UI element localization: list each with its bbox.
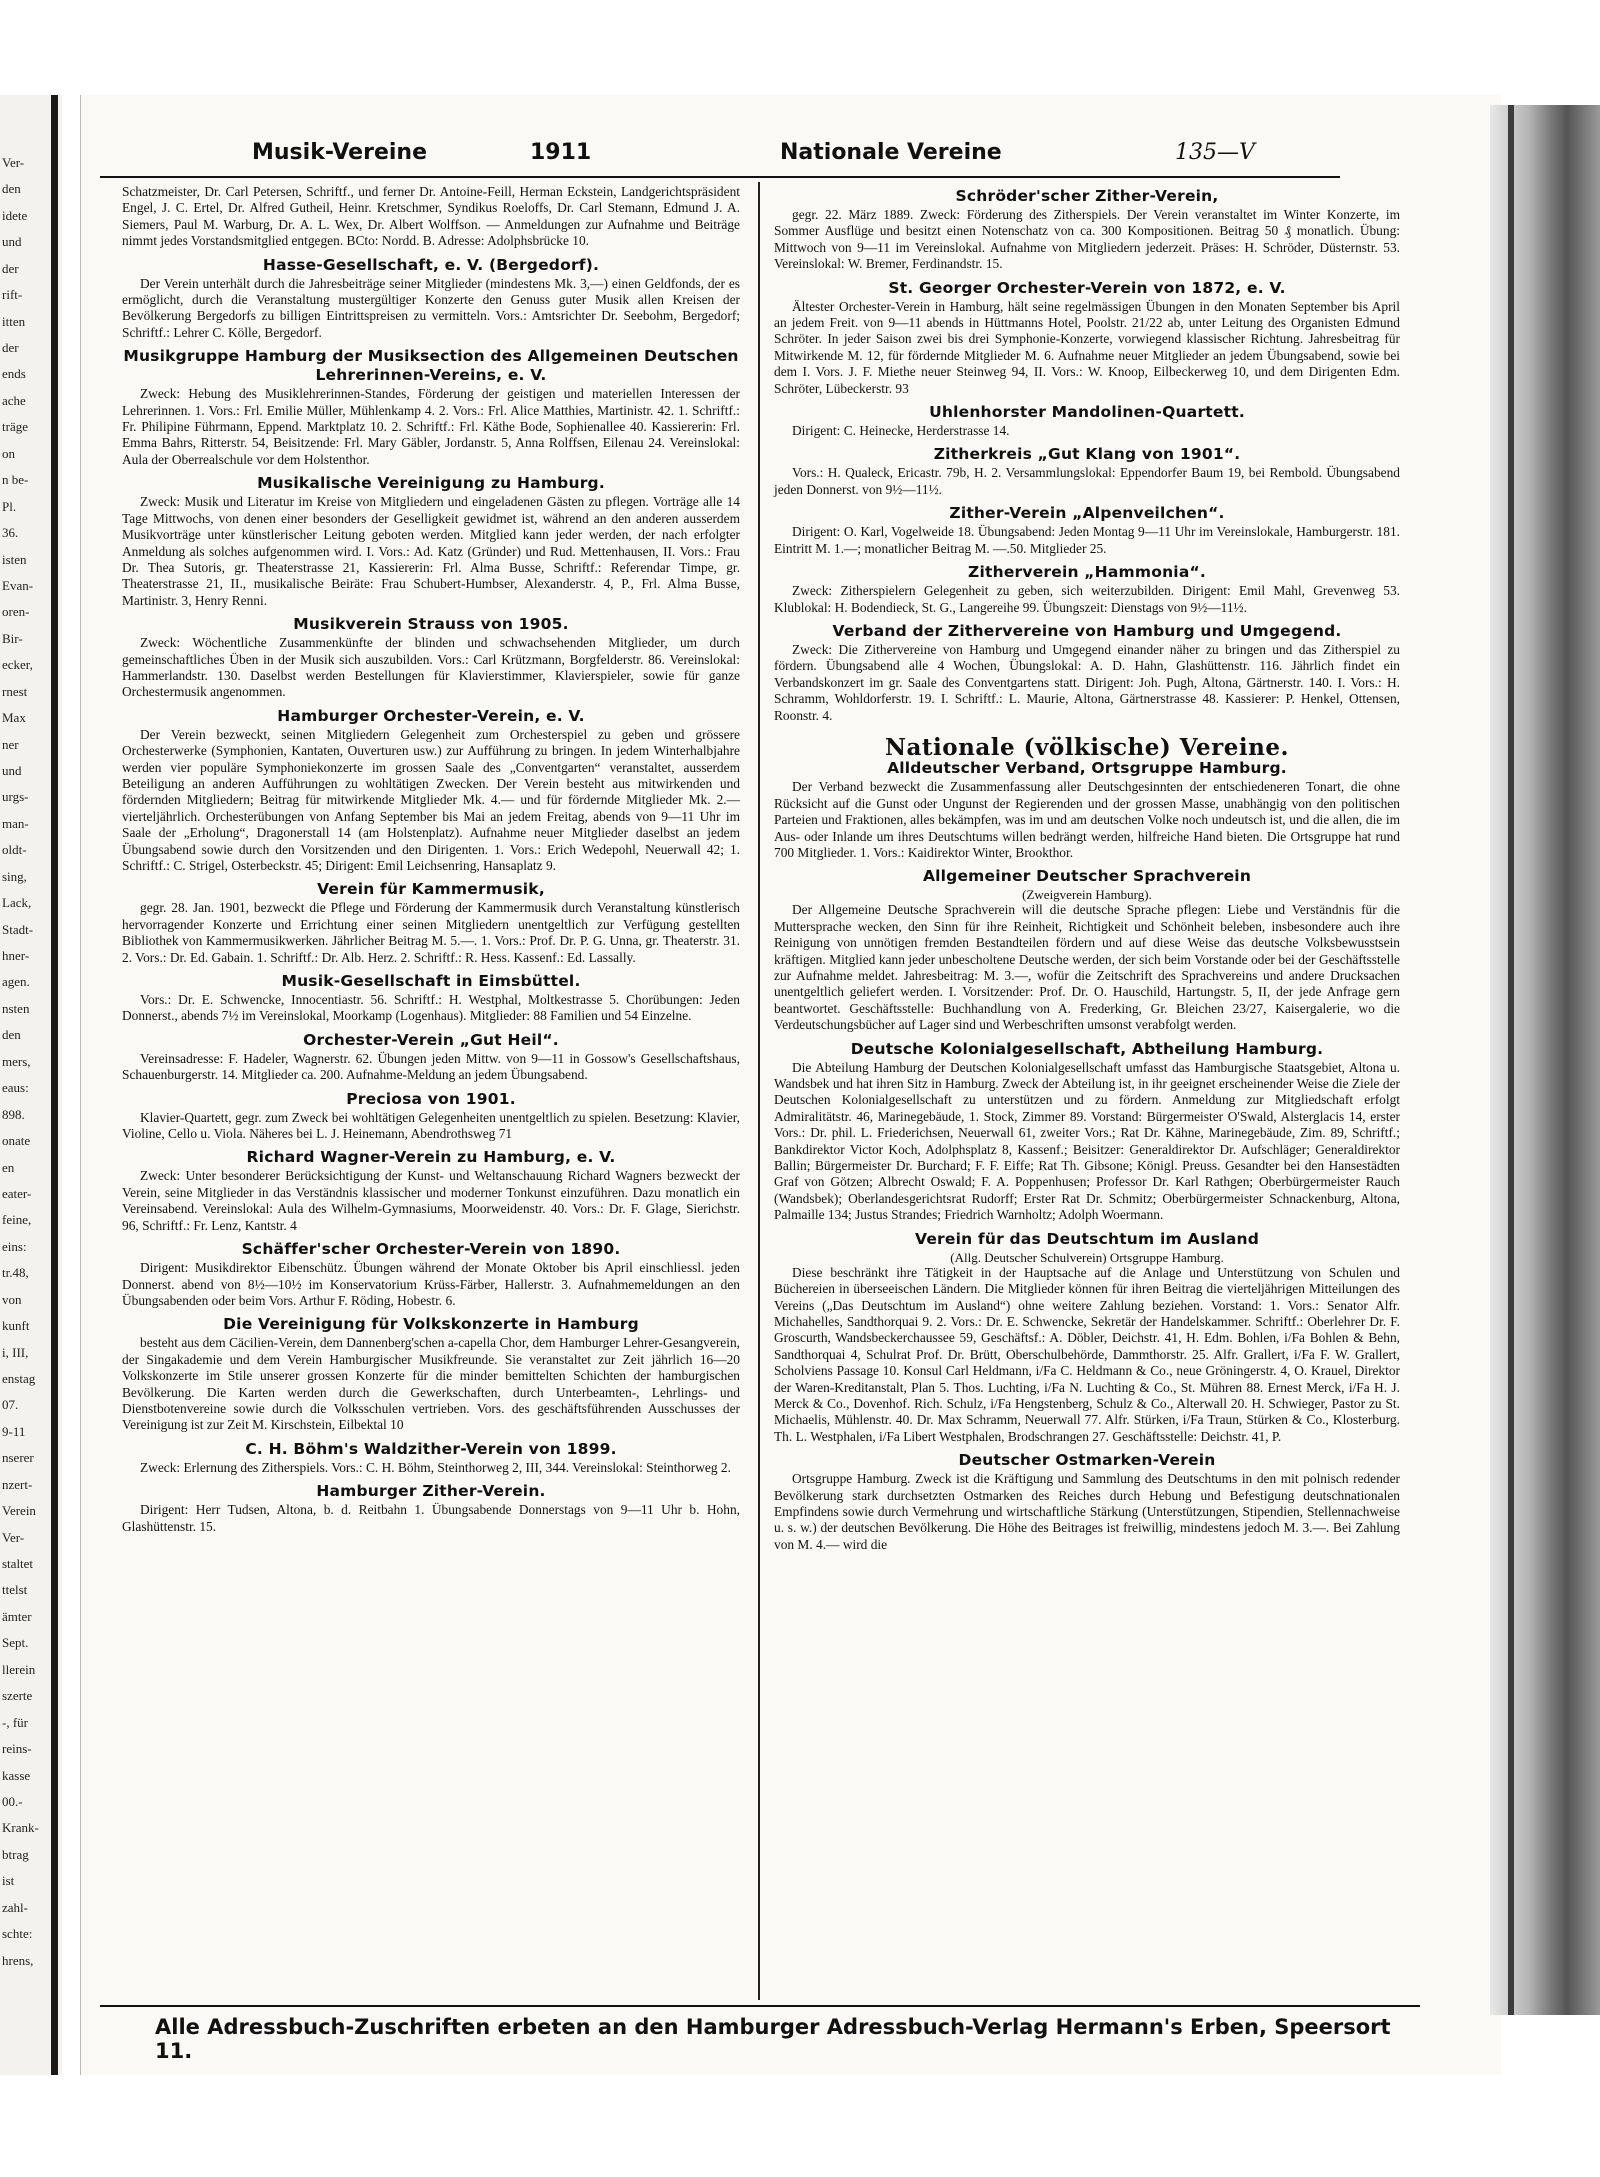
association-description: gegr. 28. Jan. 1901, bezweckt die Pflege und Förderung der Kammermusik durch Veranstaltung künstlerisch hervorragender Konzerte und Errichtung einer seinen Mitgliedern unentgeltlich zur Verfügung gestellten Bibliothek von Kammermusikwerken. Jährlicher Beitrag M. 5.—. 1. Vors.: Prof. Dr. P. G. Unna, gr. Theaterstr. 31. 2. Vors.: Dr. Ed. Gabain. 1. Schriftf.: Dr. Alb. Herz. 2. Schriftf.: R. Hess. Kassenf.: Ed. Lassally. xyxy=(122,900,740,965)
header-section-right: Nationale Vereine xyxy=(780,140,1002,165)
association-description: Vereinsadresse: F. Hadeler, Wagnerstr. 62. Übungen jeden Mittw. von 9—11 in Gossow's Gesellschaftshaus, Schauenburgerstr. 14. Mitglieder ca. 200. Aufnahme-Meldung an jedem Übungsabend. xyxy=(122,1050,740,1083)
association-description: Diese beschränkt ihre Tätigkeit in der Hauptsache auf die Anlage und Unterstützung von Schulen und Büchereien in überseeischen Ländern. Die Mitglieder können für ihren Beitrag die vierteljährigen Mitteilungen des Vereins („Das Deutschtum im Ausland“) ohne weitere Zahlung beziehen. Vorstand: 1. Vors.: Senator Alfr. Michahelles, Sandthorquai 9. 2. Vors.: Dr. E. Schwencke, Sekretär der Handelskammer. Schriftf.: Oberlehrer Dr. F. Groscurth, Wandsbeckerchaussee 59, Geschäftsf.: A. Döbler, Deichstr. 41, H. Edm. Bohlen, i/Fa Bohlen & Behn, Sandthorquai 4, Schulrat Prof. Dr. Brütt, Oberschulbehörde, Dammthorstr. 25. Alfr. Grallert, i/Fa F. W. Grallert, Scholviens Passage 10. Konsul Carl Heldmann, i/Fa C. Heldmann & Co., neue Gröningerstr. 4, O. Krauel, Direktor der Waren-Kreditanstalt, Plan 5. Thos. Luchting, i/Fa N. Luchting & Co., St. Mühren 88. Ernest Merck, i/Fa H. J. Merck & Co., Dovenhof. Rich. Schulz, i/Fa Hengstenberg, Schulz & Co., Alterwall 20. H. Schwieger, Pastor zu St. Michaelis, Mühlenstr. 40. Dr. Max Schramm, Neuerwall 77. Alfr. Stürken, i/Fa Traun, Stürken & Co., Klosterburg. Th. L. Westphalen, i/Fa Libert Westphalen, Brodschrangen 27. Geschäftsstelle: Deichstr. 41, P. xyxy=(774,1264,1400,1444)
association-entry xyxy=(122,1148,740,1234)
association-title: Deutsche Kolonialgesellschaft, Abtheilung Hamburg. xyxy=(850,1039,1324,1058)
association-entry xyxy=(774,445,1400,498)
association-entry xyxy=(122,184,740,250)
association-title: St. Georger Orchester-Verein von 1872, e. V. xyxy=(888,278,1286,297)
facing-page-text-fragment: zahl- xyxy=(2,1900,28,1915)
facing-page-text-fragment: kasse xyxy=(2,1768,31,1783)
facing-page-text-fragment: Pl. xyxy=(2,499,17,514)
facing-page-text-fragment: idete xyxy=(2,208,28,223)
association-description: Zweck: Die Zithervereine von Hamburg und Umgegend einander näher zu bringen und das Zitherspiel zu fördern. Übungsabend alle 4 Wochen, Übungslokal: A. D. Hahn, Glashüttenstr. 116. Jährlich findet ein Verbandskonzert im gr. Saale des Conventgartens statt. Dirigent: Joh. Pugh, Altona, Gärtnerstr. 140. I. Vors.: H. Schramm, Wohldorferstr. 19. I. Schriftf.: L. Maurie, Altona, Gärtnerstrasse 48. Kassierer: P. Henkel, Ottensen, Roonstr. 4. xyxy=(774,641,1400,723)
association-description: Ortsgruppe Hamburg. Zweck ist die Kräftigung und Sammlung des Deutschtums in den mit polnisch redender Bevölkerung stark durchsetzten Ostmarken des Reiches durch Hebung und Befestigung deutschnationalen Empfindens sowie durch Vermehrung und wirtschaftliche Stärkung (Unterstützungen, Stipendien, Stellennachweise u. s. w.) der deutschen Bevölkerung. Die Höhe des Beitrages ist freiwillig, mindestens jedoch M. 3.—. Bei Zahlung von M. 4.— wird die xyxy=(774,1471,1400,1552)
facing-page-text-fragment: 36. xyxy=(2,525,19,540)
section-heading: Nationale (völkische) Vereine. xyxy=(884,733,1290,761)
facing-page-text-fragment: hrens, xyxy=(2,1953,34,1968)
association-title: Verband der Zithervereine von Hamburg und Umgegend. xyxy=(832,621,1342,640)
facing-page-text-fragment: itten xyxy=(2,314,26,329)
facing-page-text-fragment: der xyxy=(2,340,19,355)
facing-page-text-fragment: 00.- xyxy=(2,1794,23,1809)
association-title: Preciosa von 1901. xyxy=(346,1089,516,1108)
facing-page-text-fragment: llerein xyxy=(2,1662,36,1677)
facing-page-text-fragment: Stadt- xyxy=(2,922,34,937)
association-description: Dirigent: Musikdirektor Eibenschütz. Übungen während der Monate Oktober bis April einschliessl. jeden Donnerst. abend von 8½—10½ im Konservatorium Krüss-Färber, Hallerstr. 3. Aufnahmemeldungen an den Übungsabenden oder beim Vors. Arthur F. Röding, Hobestr. 6. xyxy=(122,1260,740,1308)
association-entry xyxy=(774,403,1400,439)
facing-page-text-fragment: kunft xyxy=(2,1318,30,1333)
facing-page-text-fragment: reins- xyxy=(2,1741,32,1756)
facing-page-text-fragment: ecker, xyxy=(2,657,33,672)
association-title: Richard Wagner-Verein zu Hamburg, e. V. xyxy=(246,1148,616,1167)
facing-page-text-fragment: hner- xyxy=(2,948,30,963)
facing-page-text-fragment: -, für xyxy=(2,1715,28,1730)
association-entry xyxy=(122,256,740,342)
facing-page-text-fragment: nzert- xyxy=(2,1477,33,1492)
facing-page-text-fragment: on xyxy=(2,446,15,461)
association-description: Schatzmeister, Dr. Carl Petersen, Schriftf., und ferner Dr. Antoine-Feill, Herman Eckstein, Landgerichtspräsident Engel, J. C. Ertel, Dr. Alfred Gutheil, Heinr. Kretschmer, Syndikus Roeloffs, Dr. Carl Stemann, Edmund J. A. Siemers, Paul M. Warburg, Dr. A. L. Wex, Dr. Albert Wolffson. — Anmeldungen zur Aufnahme und Beiträge nimmt jedes Vorstandsmitglied entgegen. BCto: Nordd. B. Adresse: Adolphsbrücke 10. xyxy=(122,184,740,249)
association-subtitle: (Zweigverein Hamburg). xyxy=(1022,887,1152,903)
facing-page-text-fragment: der xyxy=(2,261,19,276)
facing-page-text-fragment: en xyxy=(2,1160,15,1175)
facing-page-text-fragment: eaus: xyxy=(2,1080,29,1095)
association-description: Vors.: Dr. E. Schwencke, Innocentiastr. 56. Schriftf.: H. Westphal, Moltkestrasse 5. Chorübungen: Jeden Donnerst., abends 7½ im Vereinslokal, Moorkamp (Logenhaus). Mitglieder: 88 Familien und 54 Einzelne. xyxy=(122,992,740,1024)
facing-page-text-fragment: den xyxy=(2,181,21,196)
facing-page-text-fragment: träge xyxy=(2,419,28,434)
facing-page-text-fragment: mers, xyxy=(2,1054,31,1069)
facing-page-text-fragment: schte: xyxy=(2,1926,33,1941)
facing-page-text-fragment: Verein xyxy=(2,1503,36,1518)
association-title: Verein für das Deutschtum im Ausland xyxy=(914,1229,1260,1248)
association-title: Hamburger Zither-Verein. xyxy=(316,1482,546,1501)
facing-page-text-fragment: den xyxy=(2,1027,21,1042)
association-title: Musikgruppe Hamburg der Musiksection des Allgemeinen Deutschen Lehrerinnen-Vereins, e. V. xyxy=(123,347,739,385)
association-entry xyxy=(122,880,740,966)
association-description: Dirigent: O. Karl, Vogelweide 18. Übungsabend: Jeden Montag 9—11 Uhr im Vereinslokale, Hamburgerstr. 181. Eintritt M. 1.—; monatlicher Beitrag M. —.50. Mitglieder 25. xyxy=(774,524,1400,556)
association-title: Allgemeiner Deutscher Sprachverein xyxy=(922,867,1252,886)
association-description: Dirigent: C. Heinecke, Herderstrasse 14. xyxy=(792,423,1010,439)
facing-page-text-fragment: btrag xyxy=(2,1847,29,1862)
association-title: Hamburger Orchester-Verein, e. V. xyxy=(277,706,585,725)
association-description: Ältester Orchester-Verein in Hamburg, hält seine regelmässigen Übungen in den Monaten September bis April an jedem Freit. von 9—11 abends in Hüttmanns Hotel, Poolstr. 21/22 ab, unter Leitung des Organisten Edmund Schröter. In jeder Saison zwei bis drei Symphonie-Konzerte, vorwiegend klassischer Richtung. Jahresbeitrag für Mitwirkende M. 12, für fördernde Mitglieder M. 6. Aufnahme neuer Mitglieder an jedem Übungsabend, sowie bei dem I. Vors. J. F. Miethe neuer Steinweg 94, II. Vors.: W. Knoop, Eilbeckerweg 10, und dem Dirigenten Edm. Schröter, Lübeckerstr. 93 xyxy=(774,298,1400,396)
facing-page-text-fragment: feine, xyxy=(2,1212,32,1227)
facing-page-text-fragment: von xyxy=(2,1292,22,1307)
association-entry xyxy=(122,972,740,1025)
facing-page-text-fragment: ämter xyxy=(2,1609,32,1624)
facing-page-text-fragment: ner xyxy=(2,737,19,752)
association-entry xyxy=(122,474,740,609)
association-entry xyxy=(122,347,740,468)
association-entry xyxy=(774,759,1400,861)
facing-page-text-fragment: und xyxy=(2,763,22,778)
association-description: Vors.: H. Qualeck, Ericastr. 79b, H. 2. Versammlungslokal: Eppendorfer Baum 19, bei Rembold. Übungsabend jeden Donnerst. von 9½—11½. xyxy=(774,465,1400,497)
facing-page-text-fragment: 898. xyxy=(2,1107,25,1122)
association-title: Uhlenhorster Mandolinen-Quartett. xyxy=(929,403,1245,422)
association-entry xyxy=(774,563,1400,616)
facing-page-text-fragment: 07. xyxy=(2,1397,19,1412)
facing-page-text-fragment: eins: xyxy=(2,1239,27,1254)
association-entry xyxy=(774,1230,1400,1445)
page-number: 135—V xyxy=(1175,140,1255,165)
facing-page-text-fragment: n be- xyxy=(2,472,29,487)
running-header xyxy=(100,140,1340,174)
association-entry xyxy=(774,1451,1400,1553)
footer-notice: Alle Adressbuch-Zuschriften erbeten an den Hamburger Adressbuch-Verlag Hermann's Erben, Speersort 11. xyxy=(155,2015,1391,2063)
facing-page-text-fragment: und xyxy=(2,234,22,249)
association-description: Der Verein bezweckt, seinen Mitgliedern Gelegenheit zum Orchesterspiel zu geben und grössere Orchesterwerke (Symphonien, Kantaten, Ouverturen usw.) zur Aufführung zu bringen. In jedem Winterhalbjahre werden vier populäre Symphoniekonzerte im grossen Saale des „Conventgarten“ veranstaltet, ausserdem Beteiligung an anderen Aufführungen zu wohltätigen Zwecken. Der Verein besteht aus mitwirkenden und fördernden Mitgliedern; Beitrag für mitwirkende Mitglieder Mk. 4.— und für fördernde Mitglieder Mk. 2.— vierteljährlich. Orchesterübungen von Anfang September bis Mai an jedem Freitag, abends von 9—11 Uhr im Saale der „Erholung“, Dragonerstall 14 (am Holstenplatz). Aufnahme neuer Mitglieder daselbst an jedem Übungsabend sowie durch den Vorsitzenden und den Dirigenten. 1. Vors.: Erich Wedepohl, Neuerwall 42; 1. Schriftf.: C. Strigel, Osterbeckstr. 45; Dirigent: Emil Leichsenring, Hansaplatz 9. xyxy=(122,726,740,873)
association-entry xyxy=(774,867,1400,1033)
facing-page-text-fragment: nserer xyxy=(2,1450,34,1465)
header-rule xyxy=(100,176,1340,178)
association-description: Klavier-Quartett, gegr. zum Zweck bei wohltätigen Gelegenheiten unentgeltlich zu spielen. Besetzung: Klavier, Violine, Cello u. Viola. Näheres bei L. J. Heinemann, Abendrothsweg 71 xyxy=(122,1109,740,1142)
association-description: Der Verband bezweckt die Zusammenfassung aller Deutschgesinnten der entschiedeneren Tonart, die ohne Rücksicht auf die Gunst oder Ungunst der Regierenden und der grossen Masse, unabhängig von den politischen Parteien und Fraktionen, alles bekämpfen, was im und am deutschen Volke noch undeutsch ist, und die allen, die im Aus- oder Inlande um ihres Deutschtums willen bedrängt werden, hilfreiche Hand bieten. Die Ortsgruppe hat rund 700 Mitglieder. 1. Vors.: Kaidirektor Winter, Brookthor. xyxy=(774,779,1400,860)
facing-page-text-fragment: oren- xyxy=(2,604,30,619)
facing-page-text-fragment: Sept. xyxy=(2,1635,29,1650)
association-title: Verein für Kammermusik, xyxy=(317,880,545,899)
facing-page-text-fragment: Krank- xyxy=(2,1820,39,1835)
facing-page-text-fragment: man- xyxy=(2,816,29,831)
association-entry xyxy=(122,1240,740,1309)
association-entry xyxy=(122,1090,740,1143)
association-description: Zweck: Unter besonderer Berücksichtigung der Kunst- und Weltanschauung Richard Wagners bezweckt der Verein, seine Mitglieder in das Verständnis klassischer und moderner Tonkunst einzuführen. Dazu monatlich ein Vereinsabend. Vereinslokal: Aula des Wilhelm-Gymnasiums, Moorweidenstr. 40. Vors.: Dr. F. Glage, Sierichstr. 96, Schriftf.: Fr. Lenz, Kantstr. 4 xyxy=(122,1168,740,1233)
association-subtitle: (Allg. Deutscher Schulverein) Ortsgruppe Hamburg. xyxy=(950,1249,1224,1265)
association-entry xyxy=(122,1031,740,1084)
association-description: gegr. 22. März 1889. Zweck: Förderung des Zitherspiels. Der Verein veranstaltet im Winter Konzerte, im Sommer Ausflüge und besitzt einen Notenschatz von ca. 300 Kompositionen. Beitrag 50 ₰ monatlich. Übung: Mittwoch von 9—11 im Vereinslokal. Aufnahme von Mitgliedern jederzeit. Präses: H. Schröder, Düsternstr. 53. Vereinslokal: W. Bremer, Ferdinandstr. 15. xyxy=(774,207,1400,272)
facing-page-text-fragment: Bir- xyxy=(2,631,23,646)
association-entry xyxy=(122,707,740,875)
association-description: Zweck: Wöchentliche Zusammenkünfte der blinden und schwachsehenden Mitglieder, um durch gemeinschaftliches Üben in der Musik sich auszubilden. Vors.: Carl Krützmann, Borgfelderstr. 86. Vereinslokal: Hammerlandstr. 130. Daselbst werden Bestellungen für Klavierstimmer, Klavierspieler, sowie für ganze Orchestermusik angenommen. xyxy=(122,635,740,700)
facing-page-text-fragment: ttelst xyxy=(2,1582,28,1597)
facing-page-text-fragment: Lack, xyxy=(2,895,32,910)
facing-page-text-fragment: onate xyxy=(2,1133,31,1148)
association-title: Hasse-Gesellschaft, e. V. (Bergedorf). xyxy=(262,255,600,274)
facing-page-text-fragment: i, III, xyxy=(2,1345,29,1360)
association-title: Zitherverein „Hammonia“. xyxy=(968,563,1206,582)
column-divider xyxy=(758,182,760,2000)
facing-page-text-fragment: sing, xyxy=(2,869,27,884)
association-title: Die Vereinigung für Volkskonzerte in Hamburg xyxy=(223,1315,639,1334)
facing-page-text-fragment: urgs- xyxy=(2,789,29,804)
facing-page-text-fragment: isten xyxy=(2,552,27,567)
facing-page-fragment xyxy=(0,95,62,2075)
association-description: besteht aus dem Cäcilien-Verein, dem Dannenberg'schen a-capella Chor, dem Hamburger Lehrer-Gesangverein, der Singakademie und dem Verein Hamburgischer Musikfreunde. Sie veranstaltet zur Zeit jährlich 16—20 Volkskonzerte im Stile unserer grossen Konzerte für die minder bemittelten Schichten der hamburgischen Bevölkerung. Die Karten werden durch die Gewerkschaften, durch Unterbeamten-, Lehrlings- und Dienstbotenvereine sowie durch die Volksschulen vertrieben. Vors. des geschäftsführenden Ausschusses der Vereinigung ist zur Zeit M. Kirschstein, Eilbektal 10 xyxy=(122,1335,740,1433)
facing-page-text-fragment: agen. xyxy=(2,974,30,989)
right-column xyxy=(774,184,1400,1559)
association-entry xyxy=(122,1440,740,1476)
facing-page-text-fragment: rift- xyxy=(2,287,23,302)
facing-page-text-fragment: rnest xyxy=(2,684,28,699)
association-entry xyxy=(774,504,1400,557)
association-title: Zitherkreis „Gut Klang von 1901“. xyxy=(933,445,1241,464)
association-entry xyxy=(774,622,1400,724)
association-title: Zither-Verein „Alpenveilchen“. xyxy=(949,504,1225,523)
facing-page-text-fragment: nsten xyxy=(2,1001,30,1016)
facing-page-text-fragment: enstag xyxy=(2,1371,36,1386)
association-title: Musikverein Strauss von 1905. xyxy=(293,615,569,634)
left-column xyxy=(122,184,740,1541)
binding-rule xyxy=(1508,105,1514,2015)
association-title: C. H. Böhm's Waldzither-Verein von 1899. xyxy=(245,1439,617,1458)
facing-page-text-fragment: ist xyxy=(2,1873,15,1888)
association-entry xyxy=(122,1315,740,1433)
footer-rule xyxy=(100,2005,1420,2007)
facing-page-text-fragment: ache xyxy=(2,393,26,408)
facing-page-rule xyxy=(51,95,58,2075)
association-title: Musik-Gesellschaft in Eimsbüttel. xyxy=(281,972,581,991)
facing-page-text-fragment: Ver- xyxy=(2,155,25,170)
header-year: 1911 xyxy=(530,140,592,165)
association-entry xyxy=(122,615,740,701)
association-description: Zweck: Musik und Literatur im Kreise von Mitgliedern und eingeladenen Gästen zu pflegen. Vorträge alle 14 Tage Mittwochs, von denen einer besonders der Geselligkeit gewidmet ist, während an den anderen ausserdem Musikvorträge unter künstlerischer Leitung geboten werden. Mitglied kann jeder werden, der nach erfolgter Anmeldung als solches aufgenommen wird. I. Vors.: Ad. Katz (Gründer) und Rud. Mettenhausen, II. Vors.: Frau Dr. Thea Sutoris, gr. Theaterstrasse 21, Kassiererin: Frl. Alma Busse, Schriftf.: Referendar Timpe, gr. Theaterstrasse 21, II., musikalische Beiräte: Frau Schubert-Humbser, Alexanderstr. 4, P., Frl. Alma Busse, Martinistr. 3, Henry Renni. xyxy=(122,494,740,608)
facing-page-text-fragment: staltet xyxy=(2,1556,34,1571)
facing-page-text-fragment: tr.48, xyxy=(2,1265,29,1280)
association-description: Die Abteilung Hamburg der Deutschen Kolonialgesellschaft umfasst das Hamburgische Staatsgebiet, Altona u. Wandsbek und hat ihren Sitz in Hamburg. Zweck der Abteilung ist, in ihr geeignet erscheinender Weise die Ziele der Deutschen Kolonialgesellschaft zu unterstützen und zu fördern. Anmeldung zur Mitgliedschaft erfolgt Admiralitätstr. 46, Marinegebäude, 1. Stock, Zimmer 89. Vorstand: Bürgermeister O'Swald, Alsterglacis 14, erster Vors.: Dr. phil. L. Friederichsen, Neuerwall 61, zweiter Vors.; Rat Dr. Kähne, Marinegebäude, Zim. 89, Schriftf.; Bankdirektor Victor Koch, Adolphsplatz 8, Kassenf.; Beisitzer: Generaldirektor Dr. Aufschläger; Generaldirektor Ballin; Bürgermeister Dr. Burchard; F. F. Eiffe; Rat Th. Gibsone; Königl. Preuss. Gesandter bei den Hansestädten Graf von Götzen; Albrecht Oswald; F. A. Poppenhusen; Professor Dr. Karl Rathgen; Oberbürgermeister Rauch (Wandsbek); Oberlandesgerichtsrat Rudorff; Erster Rat Dr. Schmitz; Oberbürgermeister Schnackenburg, Altona, Palmaille 134; Justus Strandes; Friedrich Warnholtz; Adolph Woermann. xyxy=(774,1059,1400,1223)
association-entry xyxy=(774,279,1400,397)
facing-page-text-fragment: oldt- xyxy=(2,842,27,857)
association-title: Musikalische Vereinigung zu Hamburg. xyxy=(257,474,605,493)
facing-page-text-fragment: ends xyxy=(2,366,26,381)
association-description: Zweck: Hebung des Musiklehrerinnen-Standes, Förderung der geistigen und materiellen Interessen der Lehrerinnen. 1. Vors.: Frl. Emilie Müller, Mühlenkamp 4. 2. Vors.: Frl. Alice Matthies, Martinistr. 42. 1. Schriftf.: Fr. Philipine Führmann, Eppend. Marktplatz 10. 2. Schriftf.: Frl. Käthe Bode, Sophienallee 40. Kassiererin: Frl. Emma Bahrs, Ritterstr. 54, Beisitzende: Frl. Mary Gäbler, Jordanstr. 5, Anna Rolffsen, Eilenau 24. Vereinslokal: Aula der Oberrealschule vor dem Holstenthor. xyxy=(122,386,740,467)
association-entry xyxy=(774,1040,1400,1224)
association-title: Deutscher Ostmarken-Verein xyxy=(958,1451,1216,1470)
association-title: Schröder'scher Zither-Verein, xyxy=(955,187,1219,205)
facing-page-text-fragment: Ver- xyxy=(2,1530,25,1545)
facing-page-text-fragment: szerte xyxy=(2,1688,33,1703)
facing-page-text-fragment: Evan- xyxy=(2,578,34,593)
facing-page-text-fragment: Max xyxy=(2,710,26,725)
facing-page-text-fragment: eater- xyxy=(2,1186,32,1201)
association-description: Dirigent: Herr Tudsen, Altona, b. d. Reitbahn 1. Übungsabende Donnerstags von 9—11 Uhr b. Hohn, Glashüttenstr. 15. xyxy=(122,1502,740,1534)
facing-page-text-fragment: 9-11 xyxy=(2,1424,26,1439)
association-entry xyxy=(122,1482,740,1535)
association-title: Schäffer'scher Orchester-Verein von 1890. xyxy=(241,1240,621,1259)
association-title: Alldeutscher Verband, Ortsgruppe Hamburg. xyxy=(887,759,1287,778)
association-description: Der Allgemeine Deutsche Sprachverein will die deutsche Sprache pflegen: Liebe und Verständnis für die Muttersprache wecken, den Sinn für ihre Reinheit, Richtigkeit und Schönheit beleben, insbesondere auch ihre Reinigung von unnötigen fremden Bestandteilen fördern und auf diese Weise das deutsche Volksbewusstsein kräftigen. Mitglied kann jeder unbescholtene Deutsche werden, der sich beim Vorstande oder bei der Geschäftsstelle zur Aufnahme meldet. Jahresbeitrag: M. 3.—, wofür die Zeitschrift des Sprachvereins und andere Drucksachen unentgeltlich geliefert werden. I. Vorsitzender: Prof. Dr. O. Hauschild, Hartungstr. 5, II, der jede Anfrage gern beantwortet. Geschäftsstelle: Buchhandlung von A. Frederking, Gr. Bleichen 23/27, Kaisergalerie, wo die Verdeutschungsbücher auf Lager sind und Werbeschriften umsonst verabfolgt werden. xyxy=(774,902,1400,1033)
association-title: Orchester-Verein „Gut Heil“. xyxy=(303,1030,559,1049)
association-description: Der Verein unterhält durch die Jahresbeiträge seiner Mitglieder (mindestens Mk. 3,—) einen Geldfonds, der es ermöglicht, durch die Veranstaltung mustergültiger Konzerte den Genuss guter Musik allen Kreisen der Bevölkerung Bergedorfs zu billigen Eintrittspreisen zu vermitteln. Vors.: Amtsrichter Dr. Seebohm, Bergedorf; Schriftf.: Lehrer C. Kölle, Bergedorf. xyxy=(122,275,740,340)
association-description: Zweck: Zitherspielern Gelegenheit zu geben, sich weiterzubilden. Dirigent: Emil Mahl, Grevenweg 53. Klublokal: H. Bodendieck, St. G., Langereihe 99. Übungszeit: Dienstags von 9½—11½. xyxy=(774,583,1400,615)
header-section-left: Musik-Vereine xyxy=(252,140,427,165)
association-description: Zweck: Erlernung des Zitherspiels. Vors.: C. H. Böhm, Steinthorweg 2, III, 344. Vereinslokal: Steinthorweg 2. xyxy=(140,1459,731,1475)
association-entry xyxy=(774,187,1400,273)
page-binding-shadow xyxy=(1490,105,1600,2015)
